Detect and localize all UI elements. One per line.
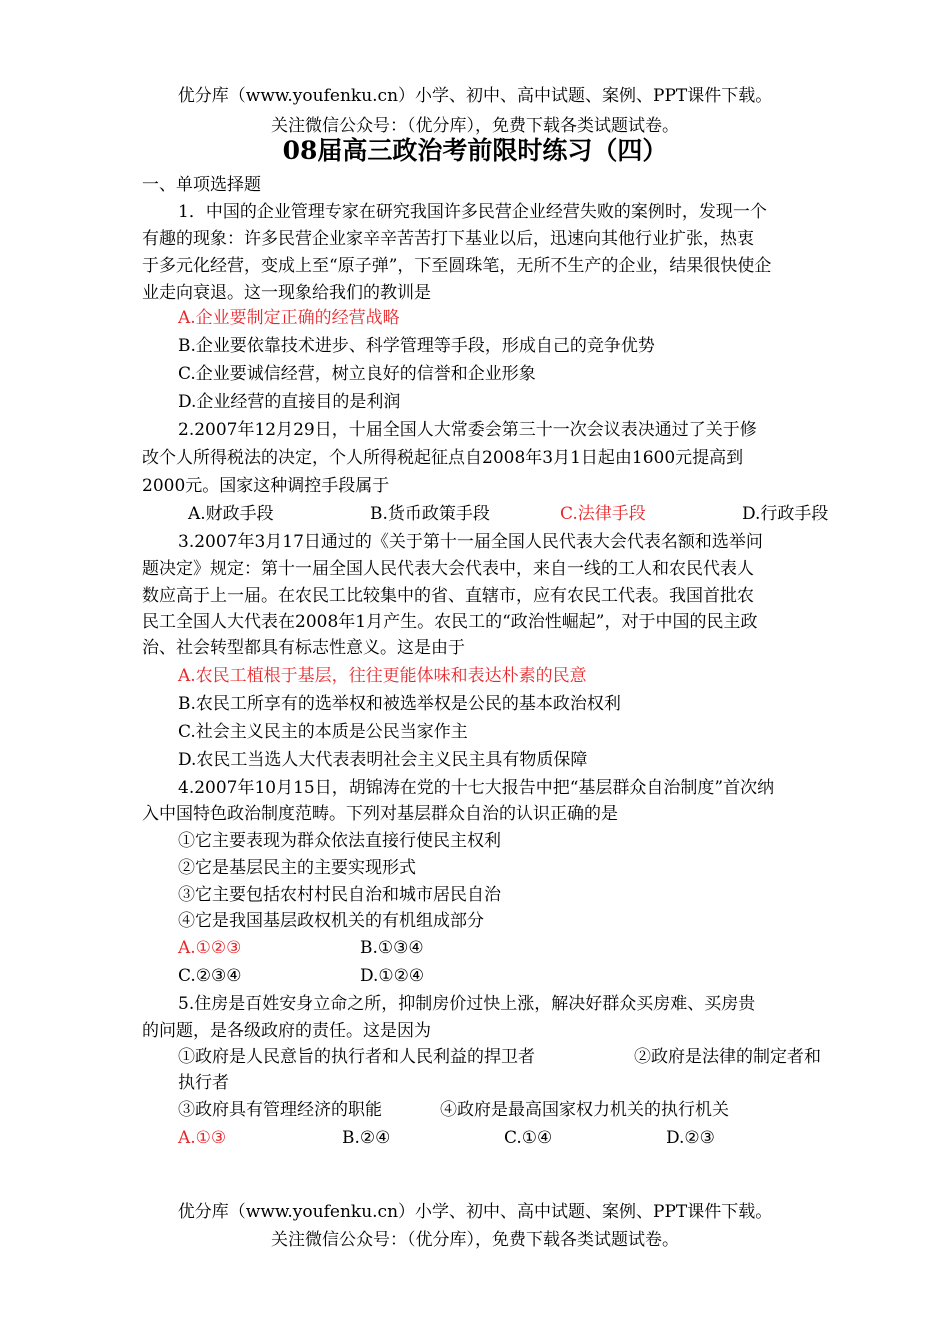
q5-item-4: ④政府是最高国家权力机关的执行机关 <box>440 1100 729 1120</box>
q3-stem-line: 民工全国人大代表在2008年1月产生。农民工的“政治性崛起”，对于中国的民主政 <box>142 612 758 632</box>
q5-item-1: ①政府是人民意旨的执行者和人民利益的捍卫者 <box>178 1047 535 1067</box>
q1-option-c: C.企业要诚信经营，树立良好的信誉和企业形象 <box>178 364 536 384</box>
header-line-1: 优分库（www.youfenku.cn）小学、初中、高中试题、案例、PPT课件下载。 <box>177 86 773 106</box>
q5-item-3: ③政府具有管理经济的职能 <box>178 1100 382 1120</box>
q3-stem-line: 数应高于上一届。在农民工比较集中的省、直辖市，应有农民工代表。我国首批农 <box>142 586 754 606</box>
q5-stem-line: 的问题，是各级政府的责任。这是因为 <box>142 1021 431 1041</box>
q3-option-d: D.农民工当选人大代表表明社会主义民主具有物质保障 <box>178 750 588 770</box>
q5-option-b: B.②④ <box>342 1128 391 1148</box>
q5-item-2-continued: 执行者 <box>178 1073 229 1093</box>
page-title: 08届高三政治考前限时练习（四） <box>282 136 668 165</box>
footer-line-1: 优分库（www.youfenku.cn）小学、初中、高中试题、案例、PPT课件下载。 <box>177 1202 773 1222</box>
q4-option-b: B.①③④ <box>360 938 424 958</box>
q3-option-a: A.农民工植根于基层，往往更能体味和表达朴素的民意 <box>178 666 587 686</box>
q1-stem-line: 有趣的现象：许多民营企业家辛辛苦苦打下基业以后，迅速向其他行业扩张，热衷 <box>142 229 754 249</box>
q4-stem-line: 4.2007年10月15日，胡锦涛在党的十七大报告中把“基层群众自治制度”首次纳 <box>178 778 775 798</box>
q2-stem-line: 2000元。国家这种调控手段属于 <box>142 476 390 496</box>
section-heading: 一、单项选择题 <box>142 175 261 195</box>
q1-option-b: B.企业要依靠技术进步、科学管理等手段，形成自己的竞争优势 <box>178 336 655 356</box>
q1-stem-line: 于多元化经营，变成上至“原子弹”，下至圆珠笔，无所不生产的企业，结果很快使企 <box>142 256 772 276</box>
q3-stem-line: 3.2007年3月17日通过的《关于第十一届全国人民代表大会代表名额和选举问 <box>178 532 763 552</box>
q4-option-d: D.①②④ <box>360 966 425 986</box>
q4-option-a: A.①②③ <box>178 938 242 958</box>
q1-option-a: A.企业要制定正确的经营战略 <box>178 308 400 328</box>
q5-option-c: C.①④ <box>504 1128 553 1148</box>
footer-line-2: 关注微信公众号：（优分库），免费下载各类试题试卷。 <box>271 1230 679 1250</box>
q4-stem-line: 入中国特色政治制度范畴。下列对基层群众自治的认识正确的是 <box>142 804 618 824</box>
q4-item-1: ①它主要表现为群众依法直接行使民主权利 <box>178 831 501 851</box>
q5-stem-line: 5.住房是百姓安身立命之所，抑制房价过快上涨，解决好群众买房难、买房贵 <box>178 994 756 1014</box>
q5-option-d: D.②③ <box>666 1128 715 1148</box>
q3-option-b: B.农民工所享有的选举权和被选举权是公民的基本政治权利 <box>178 694 621 714</box>
q5-item-2: ②政府是法律的制定者和 <box>634 1047 821 1067</box>
header-line-2: 关注微信公众号：（优分库），免费下载各类试题试卷。 <box>271 116 679 136</box>
q2-option-d: D.行政手段 <box>742 504 829 524</box>
q4-item-2: ②它是基层民主的主要实现形式 <box>178 858 416 878</box>
q5-option-a: A.①③ <box>178 1128 227 1148</box>
q1-stem-line: 业走向衰退。这一现象给我们的教训是 <box>142 283 431 303</box>
q4-item-3: ③它主要包括农村村民自治和城市居民自治 <box>178 885 501 905</box>
q2-stem-line: 改个人所得税法的决定，个人所得税起征点自2008年3月1日起由1600元提高到 <box>142 448 744 468</box>
q1-option-d: D.企业经营的直接目的是利润 <box>178 392 401 412</box>
q3-stem-line: 治、社会转型都具有标志性意义。这是由于 <box>142 638 465 658</box>
q3-option-c: C.社会主义民主的本质是公民当家作主 <box>178 722 468 742</box>
q2-option-c: C.法律手段 <box>560 504 646 524</box>
q2-stem-line: 2.2007年12月29日，十届全国人大常委会第三十一次会议表决通过了关于修 <box>178 420 757 440</box>
q3-stem-line: 题决定》规定：第十一届全国人民代表大会代表中，来自一线的工人和农民代表人 <box>142 559 754 579</box>
q2-option-a: A.财政手段 <box>188 504 274 524</box>
q1-stem-line: 1．中国的企业管理专家在研究我国许多民营企业经营失败的案例时，发现一个 <box>178 202 767 222</box>
q2-option-b: B.货币政策手段 <box>370 504 490 524</box>
q4-option-c: C.②③④ <box>178 966 242 986</box>
q4-item-4: ④它是我国基层政权机关的有机组成部分 <box>178 911 484 931</box>
